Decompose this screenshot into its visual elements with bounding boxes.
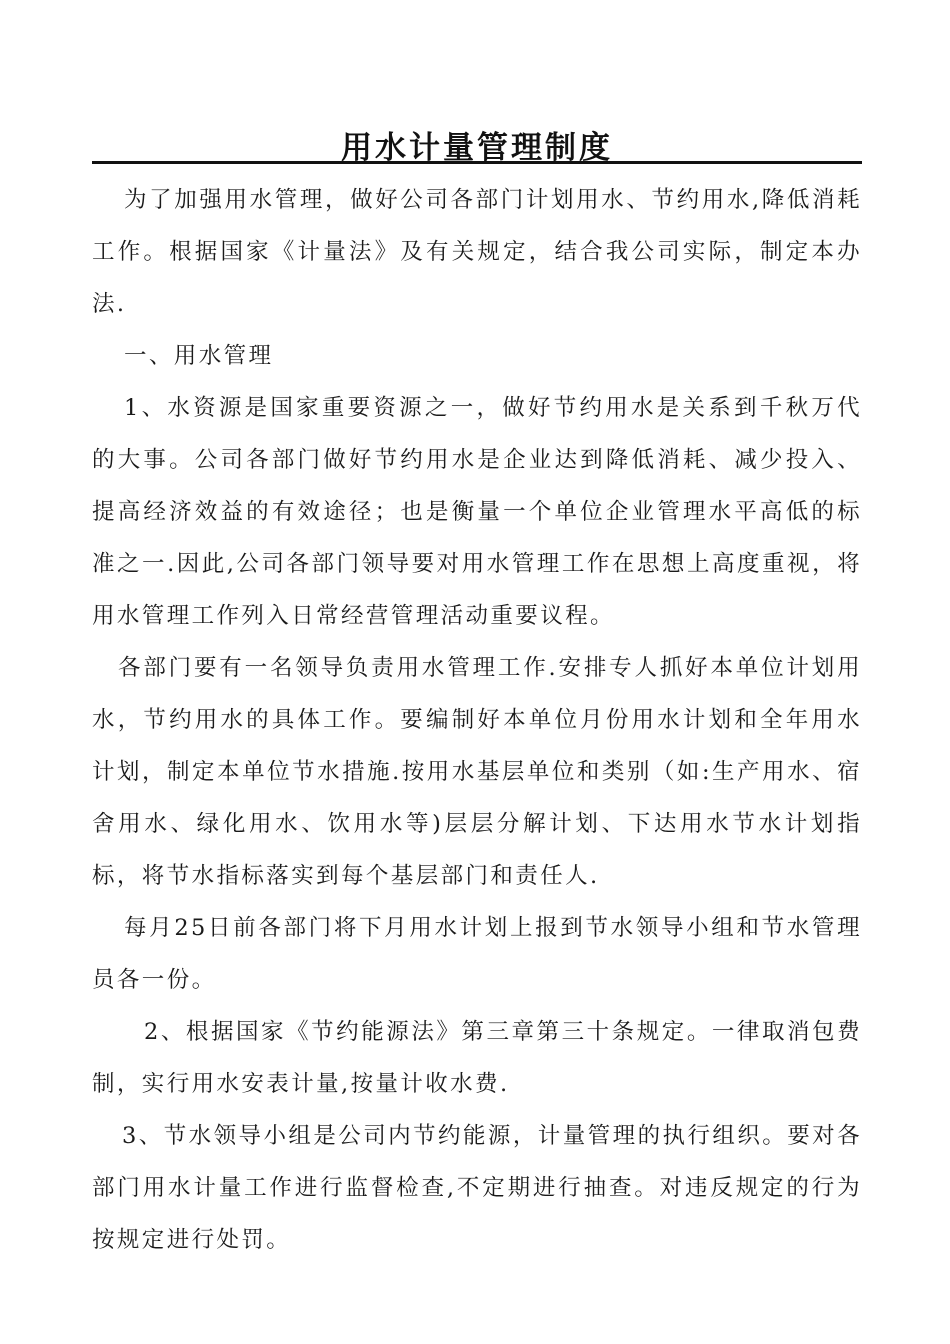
- monthly-plan-paragraph: 每月25日前各部门将下月用水计划上报到节水领导小组和节水管理员各一份。: [92, 915, 862, 993]
- clause-1-paragraph: 1、水资源是国家重要资源之一，做好节约用水是关系到千秋万代的大事。公司各部门做好节约用水是企业达到降低消耗、减少投入、提高经济效益的有效途径；也是衡量一个单位企业管理水平高低的标准之一.因此,公司各部门领导要对用水管理工作在思想上高度重视，将用水管理工作列入日常经营管理活动重要议程。: [92, 395, 862, 629]
- department-responsibility-paragraph: 各部门要有一名领导负责用水管理工作.安排专人抓好本单位计划用水，节约用水的具体工作。要编制好本单位月份用水计划和全年用水计划，制定本单位节水措施.按用水基层单位和类别（如:生产用水、宿舍用水、绿化用水、饮用水等)层层分解计划、下达用水节水计划指标，将节水指标落实到每个基层部门和责任人.: [92, 655, 862, 889]
- title-block: [92, 128, 862, 168]
- document-body: [92, 174, 862, 1266]
- clause-2-paragraph: 2、根据国家《节约能源法》第三章第三十条规定。一律取消包费制，实行用水安表计量,按量计收水费.: [92, 1019, 862, 1097]
- clause-3-paragraph: 3、节水领导小组是公司内节约能源，计量管理的执行组织。要对各部门用水计量工作进行监督检查,不定期进行抽查。对违反规定的行为按规定进行处罚。: [92, 1123, 862, 1253]
- document-title: 用水计量管理制度: [341, 130, 613, 166]
- intro-paragraph: 为了加强用水管理，做好公司各部门计划用水、节约用水,降低消耗工作。根据国家《计量法》及有关规定，结合我公司实际，制定本办法.: [92, 187, 862, 317]
- section-heading-water-management: 一、用水管理: [124, 343, 274, 369]
